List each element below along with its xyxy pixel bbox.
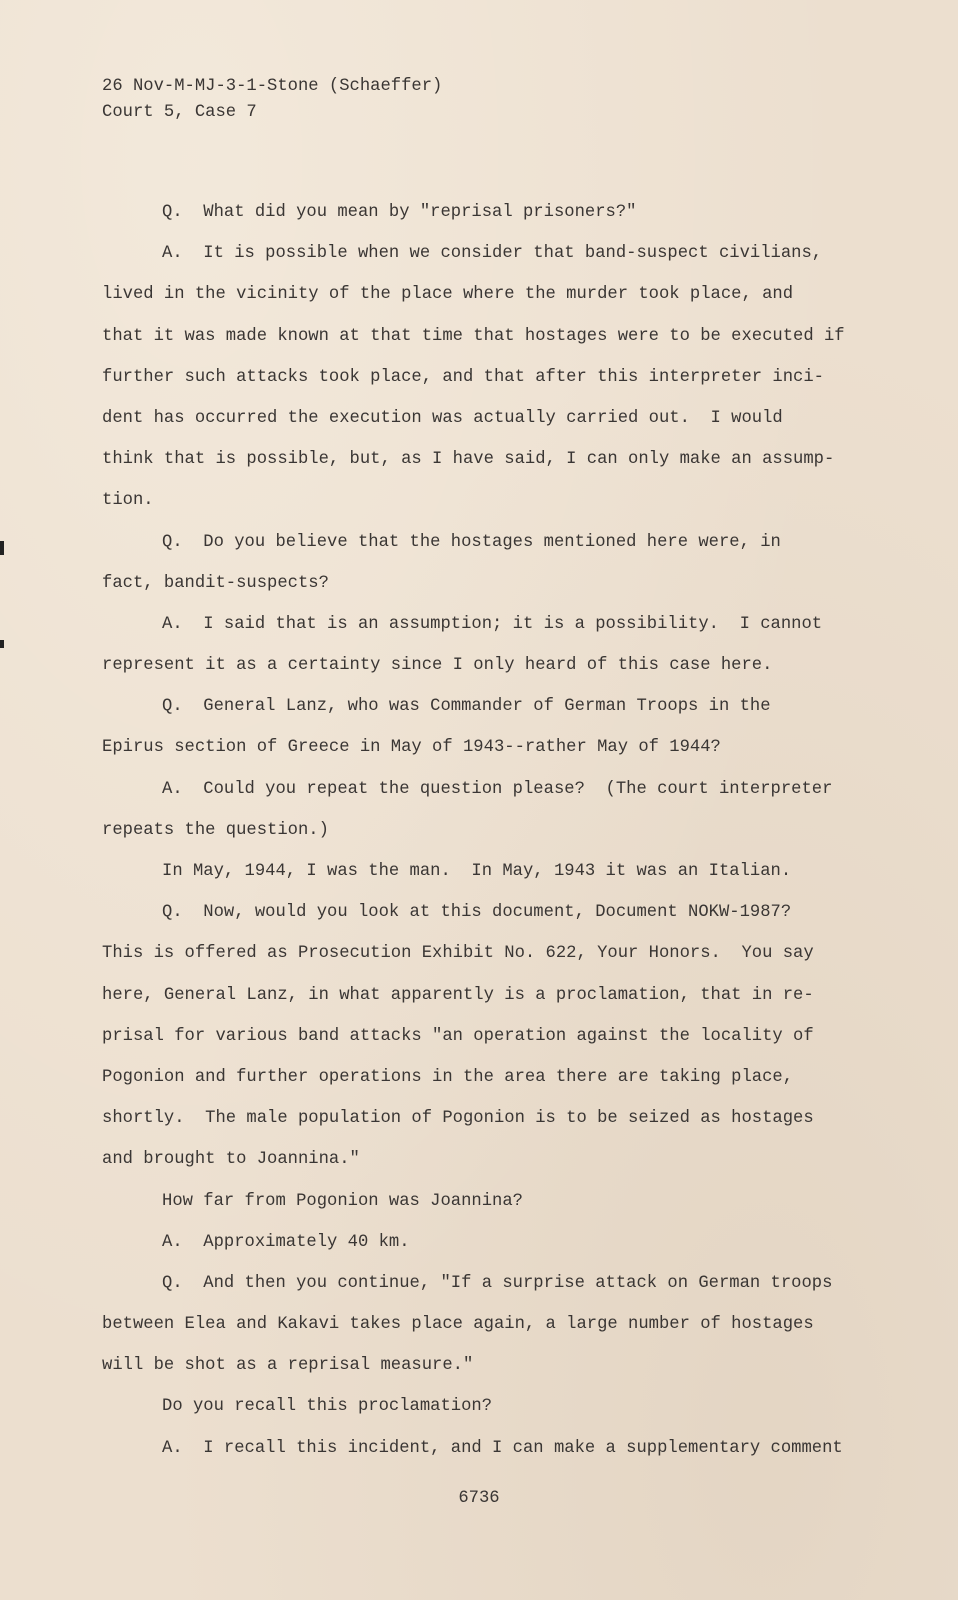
document-header xyxy=(102,74,442,126)
transcript-line: A. Approximately 40 km. xyxy=(162,1232,410,1252)
page-number: 6736 xyxy=(458,1489,500,1508)
transcript-line: lived in the vicinity of the place where the murder took place, and xyxy=(102,285,794,305)
transcript-line: A. I recall this incident, and I can make a supplementary comment xyxy=(162,1438,843,1458)
transcript-line: This is offered as Prosecution Exhibit No. 622, Your Honors. You say xyxy=(102,944,814,964)
transcript-line: A. Could you repeat the question please? (The court interpreter xyxy=(162,779,833,799)
transcript-line: here, General Lanz, in what apparently is a proclamation, that in re- xyxy=(102,985,814,1005)
transcript-line: Q. Do you believe that the hostages mentioned here were, in xyxy=(162,532,781,552)
transcript-line: will be shot as a reprisal measure." xyxy=(102,1356,474,1376)
transcript-line: between Elea and Kakavi takes place again, a large number of hostages xyxy=(102,1315,814,1335)
transcript-line: Pogonion and further operations in the area there are taking place, xyxy=(102,1067,794,1087)
transcript-line: Do you recall this proclamation? xyxy=(162,1397,493,1417)
transcript-body xyxy=(102,200,845,1477)
left-edge-mark xyxy=(0,541,4,555)
transcript-line: In May, 1944, I was the man. In May, 1943 it was an Italian. xyxy=(162,862,792,881)
left-edge-mark xyxy=(0,640,4,648)
transcript-line: prisal for various band attacks "an operation against the locality of xyxy=(102,1026,814,1046)
transcript-line: Q. And then you continue, "If a surprise attack on German troops xyxy=(162,1273,833,1293)
transcript-line: represent it as a certainty since I only heard of this case here. xyxy=(102,656,773,676)
transcript-line: Q. What did you mean by "reprisal prisoners?" xyxy=(162,203,637,222)
header-line-transcript-id: 26 Nov-M-MJ-3-1-Stone (Schaeffer) xyxy=(102,77,443,96)
transcript-line: tion. xyxy=(102,491,154,511)
transcript-line: repeats the question.) xyxy=(102,820,329,840)
transcript-line: Q. General Lanz, who was Commander of German Troops in the xyxy=(162,697,771,717)
transcript-line: fact, bandit-suspects? xyxy=(102,573,329,593)
transcript-line: and brought to Joannina." xyxy=(102,1150,360,1170)
transcript-line: further such attacks took place, and that after this interpreter inci- xyxy=(102,367,824,387)
transcript-line: that it was made known at that time that hostages were to be executed if xyxy=(102,326,845,346)
transcript-line: A. It is possible when we consider that band-suspect civilians, xyxy=(162,244,823,264)
transcript-line: Epirus section of Greece in May of 1943--rather May of 1944? xyxy=(102,738,721,758)
transcript-line: think that is possible, but, as I have said, I can only make an assump- xyxy=(102,450,835,470)
transcript-line: shortly. The male population of Pogonion is to be seized as hostages xyxy=(102,1109,814,1129)
transcript-line: How far from Pogonion was Joannina? xyxy=(162,1191,523,1211)
transcript-line: Q. Now, would you look at this document, Document NOKW-1987? xyxy=(162,903,792,923)
header-line-court-case: Court 5, Case 7 xyxy=(102,103,257,122)
transcript-line: A. I said that is an assumption; it is a possibility. I cannot xyxy=(162,614,823,634)
transcript-line: dent has occurred the execution was actually carried out. I would xyxy=(102,408,783,428)
